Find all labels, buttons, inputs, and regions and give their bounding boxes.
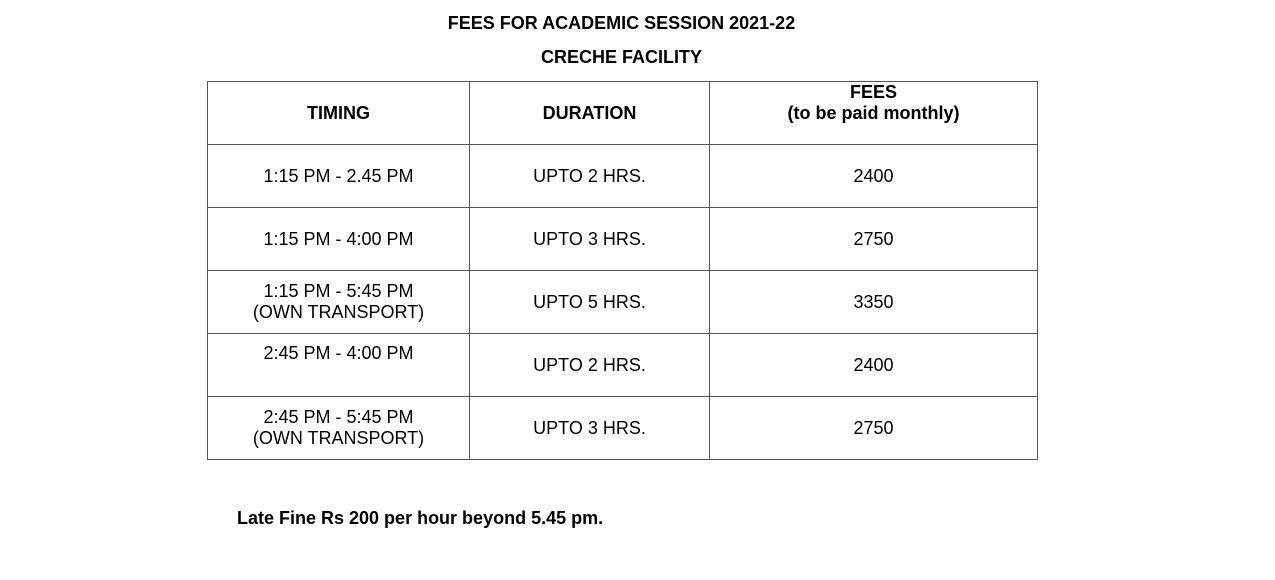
cell-duration: UPTO 2 HRS. — [470, 145, 710, 208]
cell-fees: 2400 — [710, 334, 1038, 397]
table-row — [208, 334, 1038, 397]
table-header-row — [208, 82, 1038, 145]
table-row — [208, 208, 1038, 271]
cell-timing — [208, 334, 470, 397]
timing-note: (OWN TRANSPORT) — [252, 428, 425, 448]
cell-timing — [208, 208, 470, 271]
cell-duration: UPTO 3 HRS. — [470, 208, 710, 271]
timing-text: 1:15 PM - 5:45 PM — [263, 281, 414, 301]
cell-timing — [208, 145, 470, 208]
document-title: FEES FOR ACADEMIC SESSION 2021-22 — [447, 13, 796, 33]
document-subtitle: CRECHE FACILITY — [540, 47, 702, 67]
fees-table — [207, 81, 1038, 460]
cell-timing — [208, 397, 470, 460]
header-fees-note: (to be paid monthly) — [787, 103, 960, 123]
timing-text: 2:45 PM - 5:45 PM — [263, 407, 414, 427]
table-row — [208, 271, 1038, 334]
table-row — [208, 397, 1038, 460]
cell-fees: 3350 — [710, 271, 1038, 334]
cell-timing — [208, 271, 470, 334]
cell-fees: 2750 — [710, 397, 1038, 460]
cell-duration: UPTO 2 HRS. — [470, 334, 710, 397]
timing-text: 1:15 PM - 4:00 PM — [263, 228, 414, 249]
cell-duration: UPTO 3 HRS. — [470, 397, 710, 460]
header-fees-label: FEES — [849, 82, 897, 102]
cell-duration: UPTO 5 HRS. — [470, 271, 710, 334]
header-timing: TIMING — [208, 82, 470, 145]
cell-fees: 2750 — [710, 208, 1038, 271]
late-fine-note: Late Fine Rs 200 per hour beyond 5.45 pm. — [237, 508, 604, 528]
header-duration: DURATION — [470, 82, 710, 145]
header-fees — [710, 82, 1038, 145]
timing-note: (OWN TRANSPORT) — [252, 302, 425, 322]
table-row — [208, 145, 1038, 208]
timing-text: 2:45 PM - 4:00 PM — [263, 343, 414, 363]
timing-text: 1:15 PM - 2.45 PM — [263, 165, 414, 186]
cell-fees: 2400 — [710, 145, 1038, 208]
